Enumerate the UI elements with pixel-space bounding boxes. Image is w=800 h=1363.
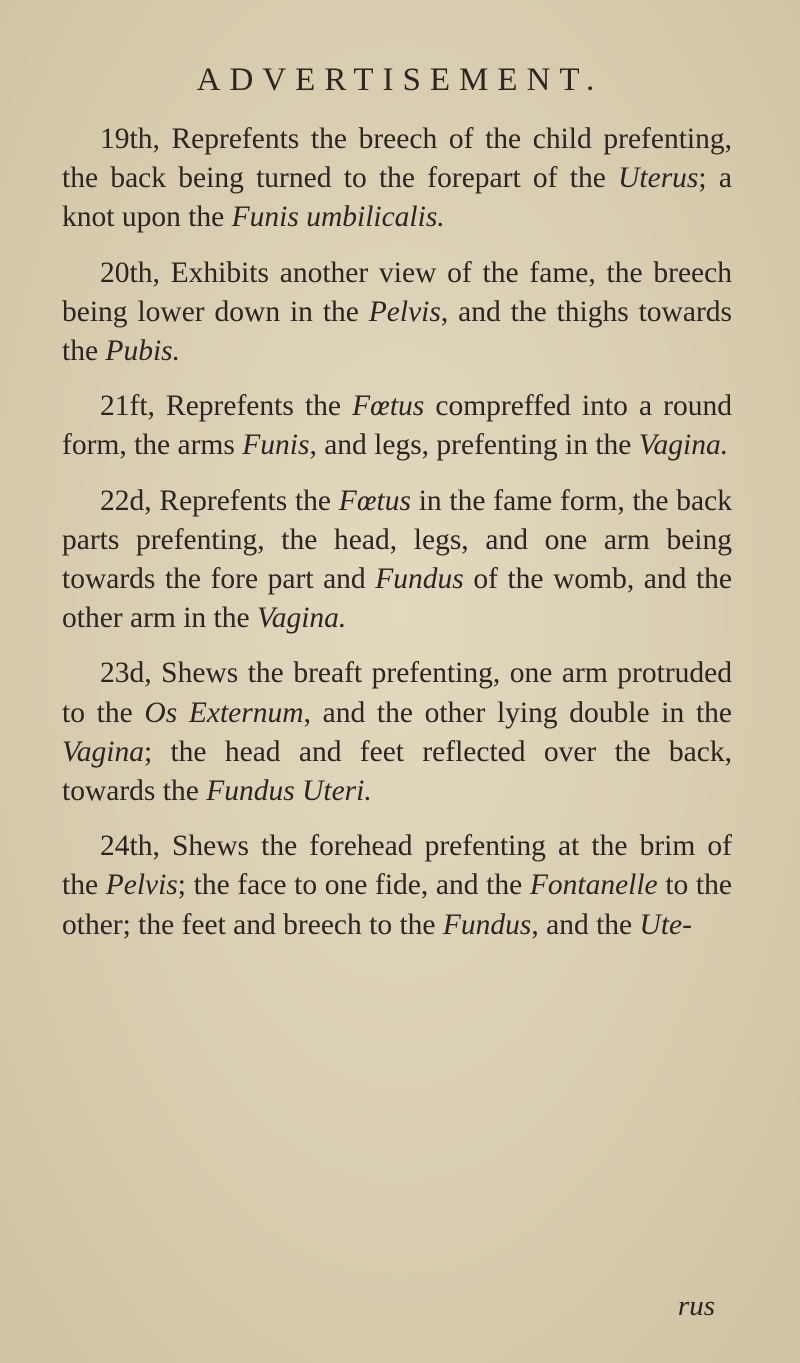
italic-term: Funis xyxy=(242,429,310,462)
text-segment: 22d, Reprefents the xyxy=(100,484,339,517)
italic-term: Pelvis xyxy=(105,869,178,902)
paragraph xyxy=(62,827,732,945)
italic-term: Ute- xyxy=(639,908,692,941)
text-segment: 24th, Shews the forehead prefenting at the brim of the xyxy=(62,830,732,902)
text-segment: ; the head and feet reflected over the back, towards the xyxy=(62,735,732,808)
text-segment: , and legs, prefenting in the xyxy=(309,429,639,462)
italic-term: Fundus xyxy=(375,563,464,596)
text-segment: 19th, Reprefents the breech of the child prefenting, the back being turned to the forepart of the xyxy=(62,123,732,195)
paragraph xyxy=(62,120,732,238)
italic-term: Fœtus xyxy=(338,484,411,517)
page-header: ADVERTISEMENT. xyxy=(196,62,604,98)
italic-term: Fundus Uteri. xyxy=(206,775,372,808)
text-segment: , and the xyxy=(531,908,640,941)
text-segment: ; a knot upon the xyxy=(62,162,732,234)
italic-term: Funis umbilicalis. xyxy=(231,201,445,234)
italic-term: Vagina. xyxy=(638,429,729,462)
text-segment: 20th, Exhibits another view of the fame, the breech being lower down in the xyxy=(62,256,732,328)
text-segment: to the other; the feet and breech to the xyxy=(62,869,732,941)
catchword: rus xyxy=(677,1290,715,1322)
italic-term: Fundus xyxy=(442,908,532,941)
text-segment: , and the other lying double in the xyxy=(303,696,732,729)
text-segment: in the fame form, the back parts prefenting, the head, legs, and one arm being towards the fore part and xyxy=(62,484,732,596)
italic-term: Vagina. xyxy=(256,602,347,635)
italic-term: Fontanelle xyxy=(529,869,658,902)
italic-term: Os Externum xyxy=(144,696,304,729)
text-segment: compreffed into a round form, the arms xyxy=(62,390,733,462)
italic-term: Pelvis xyxy=(368,295,441,328)
text-segment: , and the thighs towards the xyxy=(62,295,732,368)
italic-term: Uterus xyxy=(618,162,699,195)
paragraph xyxy=(62,387,732,465)
text-segment: 21ft, Reprefents the xyxy=(100,390,353,423)
italic-term: Pubis. xyxy=(105,335,180,368)
italic-term: Vagina xyxy=(62,735,144,768)
paragraph xyxy=(62,254,732,372)
italic-term: Fœtus xyxy=(352,390,425,423)
text-segment: ; the face to one fide, and the xyxy=(177,869,530,902)
paragraph xyxy=(62,654,732,811)
body-text xyxy=(62,120,732,961)
text-segment: of the womb, and the other arm in the xyxy=(62,563,733,635)
paragraph xyxy=(62,482,732,639)
text-segment: 23d, Shews the breaft prefenting, one arm protruded to the xyxy=(62,657,732,729)
